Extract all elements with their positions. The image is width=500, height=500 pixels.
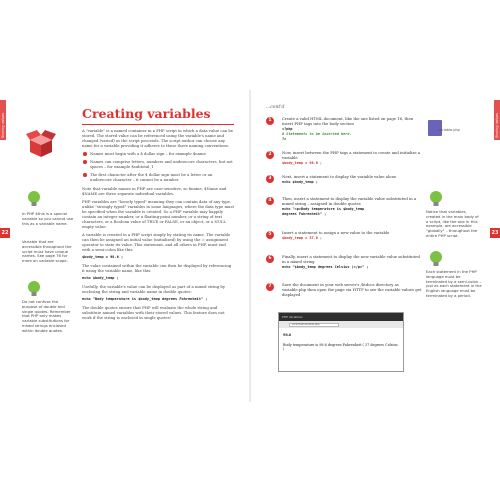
continued-label: ...cont'd xyxy=(266,105,285,110)
book-spread xyxy=(0,90,500,402)
beware-bulb-icon xyxy=(428,250,444,268)
paragraph: Note that variable names in PHP are case-sensitive, so $name, $Name and $NAME are three separate individual variables. xyxy=(82,186,227,196)
code-comment: # Statements to be inserted here. xyxy=(282,131,352,136)
code-line: echo $body_temp ; xyxy=(82,276,119,280)
page-title: Creating variables xyxy=(82,106,211,121)
naming-conventions-list xyxy=(82,151,234,182)
page-number-left: 22 xyxy=(1,230,9,236)
intro-paragraph: A "variable" is a named container in a PHP script in which a data value can be stored. The stored value can be referenced using the variable's name and changed (varied) as the script proceeds. The script author can choose any name for a variable providing it adheres to these three naming conventions: xyxy=(82,128,234,148)
browser-output-value: 98.6 xyxy=(283,333,292,337)
hot-tip-bulb-icon xyxy=(428,190,444,208)
step-text: Now, insert between the PHP tags a statement to create and initialize a variable xyxy=(282,150,421,160)
step-number: 3 xyxy=(266,175,274,183)
step-text: Finally, insert a statement to display the new variable value substituted in a mixed string xyxy=(282,254,420,264)
beware-bulb-icon xyxy=(26,280,42,298)
section-tab-label: Storing values xyxy=(1,112,5,138)
step-3 xyxy=(266,175,426,185)
file-label: variable.php xyxy=(438,128,460,132)
section-tab-right xyxy=(494,100,500,140)
step-text: Next, insert a statement to display the variable value alone xyxy=(282,174,397,179)
step-4 xyxy=(266,197,426,217)
code-line: echo "$body_temp degrees Celsius )</p>" ; xyxy=(282,264,369,269)
main-text xyxy=(82,128,234,323)
step-number: 1 xyxy=(266,117,274,125)
paragraph: The double quotes ensure that PHP will evaluate the whole string and substitute named variables with their stored values. This feature does not work if the string is enclosed in single quotes! xyxy=(82,305,225,320)
step-7 xyxy=(266,283,426,298)
sidenote-global-variables: Notice that variables, created in the main body of a script, like the one in this example, are accessible "globally" – throughout the entire PHP script. xyxy=(426,209,479,238)
step-6 xyxy=(266,255,426,270)
paragraph: The value contained within the variable can then be displayed by referencing it using the variable name, like this: xyxy=(82,263,232,273)
page-number-right: 23 xyxy=(491,230,499,236)
step-text: Insert a statement to assign a new value to the variable xyxy=(282,230,390,235)
paragraph: Usefully, the variable's value can be displayed as part of a mixed string by enclosing the string and variable name in double quotes: xyxy=(82,284,225,294)
code-line: $body_temp = 98.6 ; xyxy=(82,255,124,259)
code-line: $body_temp = 37.0 ; xyxy=(282,235,323,240)
bullet-item: Names can comprise letters, numbers and underscore characters, but not spaces – for example $subtotal_1 xyxy=(82,159,234,169)
sidenote-semicolon: Each statement in the PHP language must be terminated by a semi-colon – just as each statement in the English language must be terminated by a period. xyxy=(426,269,482,298)
bullet-item: The first character after the $ dollar sign must be a letter or an underscore character – it cannot be a number xyxy=(82,172,234,182)
code-line: echo "Body temperature is $body_temp degrees Fahrenheit" ; xyxy=(82,297,208,301)
title-rule xyxy=(82,124,234,125)
step-text: Then, insert a statement to display the variable value substituted in a mixed string – assigned in double quotes xyxy=(282,196,417,206)
left-page xyxy=(0,90,250,402)
step-5 xyxy=(266,231,426,241)
sidenote-unique-names: Variable that are accessible throughout the script must have unique names. See page 76 for more on variable scope. xyxy=(22,239,72,264)
step-number: 7 xyxy=(266,283,274,291)
code-line: <?php xyxy=(282,126,293,131)
step-text: Create a valid HTML document, like the one listed on page 16, then insert PHP tags into the body section xyxy=(282,116,414,126)
code-line: echo $body_temp ; xyxy=(282,179,318,184)
code-line: ?> xyxy=(282,136,287,141)
code-line: echo "<p>Body temperature is $body_temp xyxy=(282,206,365,211)
step-1 xyxy=(266,117,426,142)
step-number: 4 xyxy=(266,197,274,205)
section-tab-label: Storing values xyxy=(495,112,499,138)
section-tab-left xyxy=(0,100,6,140)
code-line: $body_temp = 98.6 ; xyxy=(282,160,323,165)
browser-screenshot xyxy=(278,312,404,372)
step-text: Save the document in your web server's /htdocs directory as variable.php then open the page via HTTP to see the variable values get displayed xyxy=(282,282,422,297)
step-2 xyxy=(266,151,426,166)
sidenote-this-variable: In PHP $this is a special variable so you cannot use this as a variable name. xyxy=(22,211,74,226)
browser-url: localhost/variable.php xyxy=(289,323,339,327)
browser-content xyxy=(279,328,403,356)
hot-tip-bulb-icon xyxy=(26,190,42,208)
step-number: 6 xyxy=(266,255,274,263)
browser-tab-bar xyxy=(279,313,403,321)
sidenote-quotes: Do not confuse the purpose of double and single quotes. Remember that PHP only makes variable substitutions for mixed strings enclosed within double quotes. xyxy=(22,299,71,333)
step-number: 2 xyxy=(266,151,274,159)
bullet-item: Names must begin with a $ dollar sign – for example $name xyxy=(82,151,234,156)
browser-output-line: Body temperature is 98.6 degrees Fahrenheit ( 37 degrees Celsius ) xyxy=(283,343,398,351)
box-icon xyxy=(26,128,56,158)
browser-tab-title: PHP Variables xyxy=(282,315,303,319)
step-number: 5 xyxy=(266,231,274,239)
code-line: degrees Fahrenheit" ; xyxy=(282,211,327,216)
paragraph: A variable is created in a PHP script simply by stating its name. The variable can then be assigned an initial value (initialized) by using the = assignment operator to state its value. This statement, and all others in PHP, must end with a semi-colon like this: xyxy=(82,232,231,252)
paragraph: PHP variables are "loosely typed" meaning they can contain data of any type, unlike "strongly typed" variables in some languages, where the data type must be specified when the variable is created. So a PHP variable may happily contain an integer number, or a floating-point number, or a string of text characters, or a Boolean value of TRUE or FALSE, or an object, or a NULL empty value. xyxy=(82,199,234,229)
browser-address-bar xyxy=(279,321,403,328)
